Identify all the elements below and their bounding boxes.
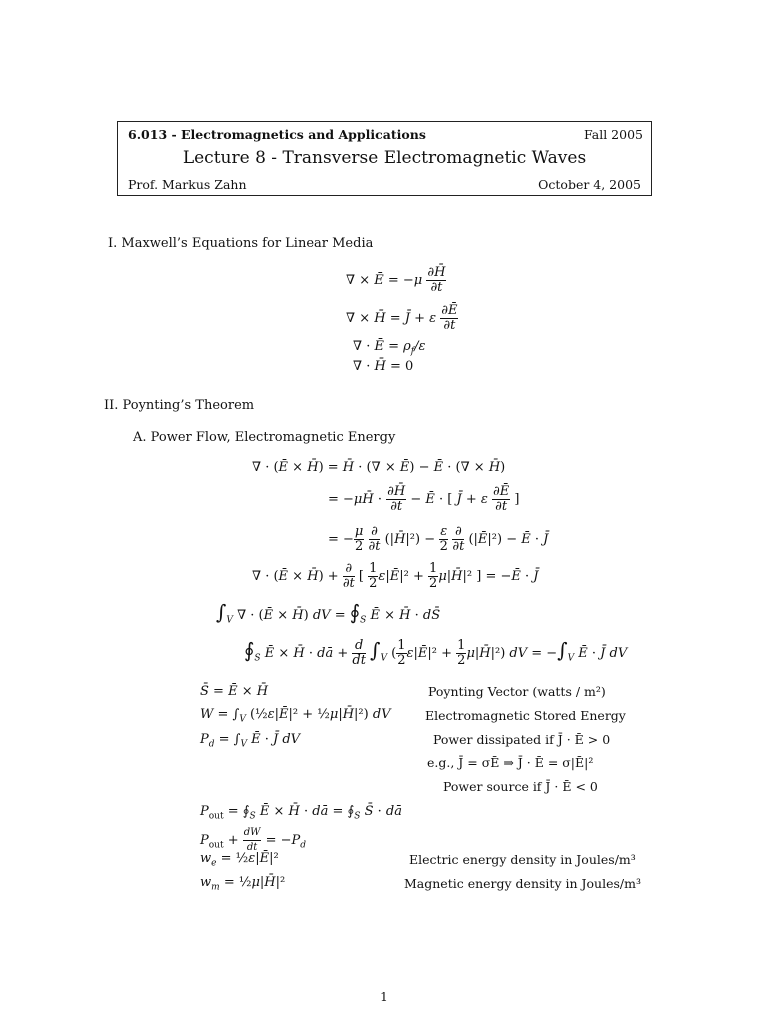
- label-example: e.g., J̄ = σĒ ⇒ J̄ · Ē = σ|Ē|²: [427, 755, 594, 770]
- equation-div-s: ∇ · (Ē × H̄) = H̄ · (∇ × Ē) − Ē · (∇ × H̄): [252, 460, 506, 475]
- course-title: 6.013 - Electromagnetics and Applications: [128, 127, 426, 142]
- label-power-source: Power source if J̄ · Ē < 0: [443, 779, 598, 794]
- professor: Prof. Markus Zahn: [128, 177, 247, 192]
- lecture-date: October 4, 2005: [538, 177, 641, 192]
- def-power-balance: $P_{out}$ + $\frac{dW}{dt}$ = $-P_d$: [200, 827, 307, 853]
- equation-ampere: ∇ × H̄ = J̄ + ε $\frac{\partial Ē}{\partial t}$: [346, 303, 458, 333]
- def-magnetic-density: $w_m$ = ½μ|H̄|²: [200, 875, 286, 893]
- equation-gauss-h: ∇ · H̄ = 0: [353, 359, 414, 374]
- label-electric-density: Electric energy density in Joules/m³: [409, 852, 636, 867]
- section-2a-heading: A. Power Flow, Electromagnetic Energy: [133, 430, 396, 445]
- equation-step-2: = −μH̄ · $\frac{\partial H̄}{\partial t}$ − Ē · [ J̄ + ε $\frac{\partial Ē}{\partial t}$ ]: [328, 484, 520, 514]
- equation-step-3: = − $\frac{\mu}{2}$ $\frac{\partial}{\partial t}$ (|H̄|²) − $\frac{\varepsilon}{2}$ $\frac{\partial}{\partial t}$ (|Ē|²) − Ē · J̄: [328, 524, 549, 554]
- label-stored-energy: Electromagnetic Stored Energy: [425, 708, 626, 723]
- section-2-heading: II. Poynting’s Theorem: [104, 398, 255, 413]
- def-power-out: $P_{out}$ = $∮_S$ Ē × H̄ · dā = $∮_S$ S̄ · dā: [200, 804, 402, 822]
- def-stored-energy: $W = \int_V$ (½ε|Ē|² + ½μ|H̄|²) dV: [200, 707, 391, 725]
- lecture-title: Lecture 8 - Transverse Electromagnetic Waves: [182, 148, 587, 168]
- page-number: 1: [380, 990, 388, 1004]
- label-magnetic-density: Magnetic energy density in Joules/m³: [404, 876, 641, 891]
- label-power-dissipated: Power dissipated if J̄ · Ē > 0: [433, 732, 611, 747]
- term: Fall 2005: [583, 127, 643, 142]
- equation-poynting-diff: ∇ · (Ē × H̄) + $\frac{\partial}{\partial t}$ [ $\frac{1}{2}$ ε|Ē|² + $\frac{1}{2}$ μ|H̄|² ] = −Ē · J̄: [252, 561, 539, 591]
- def-electric-density: $w_e$ = ½ε|Ē|²: [200, 851, 279, 869]
- label-poynting-vector: Poynting Vector (watts / m²): [428, 684, 606, 699]
- header-box: [117, 121, 652, 196]
- def-poynting-vector: S̄ = Ē × H̄: [200, 684, 269, 699]
- equation-poynting-integral: $∮_S$ Ē × H̄ · dā + $\frac{d}{dt}$ $\int_V$ ( $\frac{1}{2}$ ε|Ē|² + $\frac{1}{2}$ μ|H̄|²) dV = $-\int_V$ Ē · J̄ dV: [244, 638, 628, 668]
- equation-divergence-theorem: $\int_V$ ∇ · (Ē × H̄) dV = $∮_S$ Ē × H̄ · dS̄: [216, 600, 441, 626]
- def-power-dissipated: $P_d = \int_V$ Ē · J̄ dV: [200, 732, 301, 750]
- equation-faraday: ∇ × Ē = −μ $\frac{\partial H̄}{\partial t}$: [346, 265, 446, 295]
- equation-gauss-e: ∇ · Ē = $\rho_f/\varepsilon$: [353, 339, 426, 357]
- section-1-heading: I. Maxwell’s Equations for Linear Media: [108, 236, 374, 251]
